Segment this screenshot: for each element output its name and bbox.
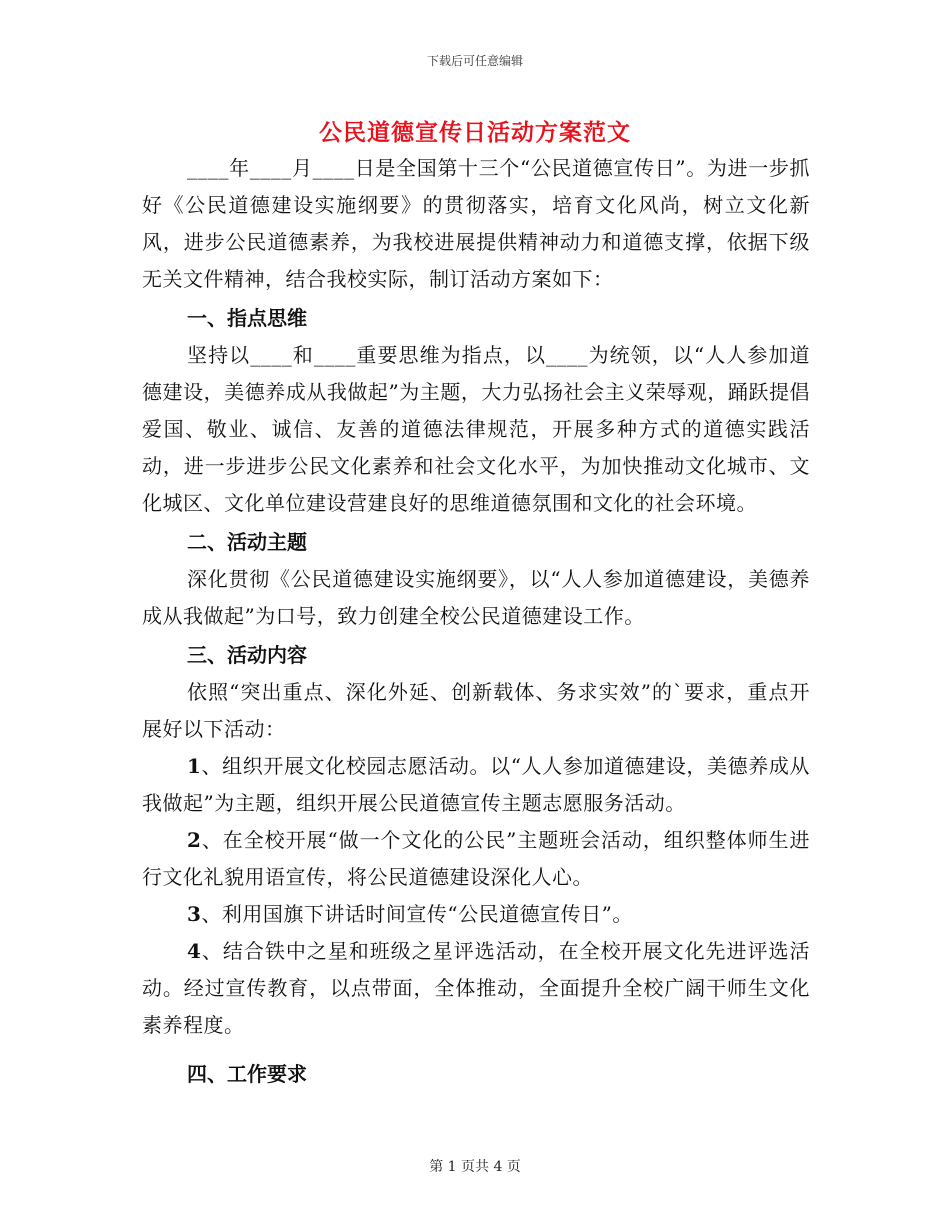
list-item <box>142 822 810 896</box>
list-item-text: 、利用国旗下讲话时间宣传“公民道德宣传日”。 <box>201 902 633 926</box>
section-paragraph: 依照“突出重点、深化外延、创新载体、务求实效”的`要求，重点开展好以下活动： <box>142 680 810 741</box>
intro-paragraph: ____年____月____日是全国第十三个“公民道德宣传日”。为进一步抓好《公民道德建设实施纲要》的贯彻落实，培育文化风尚，树立文化新风，进步公民道德素养，为我校进展提供精神动力和道德支撑，依据下级无关文件精神，结合我校实际，制订活动方案如下： <box>142 156 810 291</box>
list-item-text: 、在全校开展“做一个文化的公民”主题班会活动，组织整体师生进行文化礼貌用语宣传，将公民道德建设深化人心。 <box>142 828 810 889</box>
section-paragraph: 坚持以____和____重要思维为指点，以____为统领，以“人人参加道德建设，美德养成从我做起”为主题，大力弘扬社会主义荣辱观，踊跃提倡爱国、敬业、诚信、友善的道德法律规范，开展多种方式的道德实践活动，进一步进步公民文化素养和社会文化水平，为加快推动文化城市、文化城区、文化单位建设营建良好的思维道德氛围和文化的社会环境。 <box>142 343 810 515</box>
document-title: 公民道德宣传日活动方案范文 <box>319 119 631 146</box>
list-item-number: 3 <box>187 902 202 926</box>
list-item-text: 、组织开展文化校园志愿活动。以“人人参加道德建设，美德养成从我做起”为主题，组织开展公民道德宣传主题志愿服务活动。 <box>142 754 810 815</box>
page-footer: 第 1 页共 4 页 <box>429 1159 521 1175</box>
list-item-text: 、结合铁中之星和班级之星评选活动，在全校开展文化先进评选活动。经过宣传教育，以点带面，全体推动，全面提升全校广阔干师生文化素养程度。 <box>142 939 810 1037</box>
list-item-number: 2 <box>187 828 202 852</box>
section-heading-theme: 二、活动主题 <box>187 530 307 554</box>
list-item <box>142 896 810 933</box>
document-body <box>142 150 810 1093</box>
section-paragraph: 深化贯彻《公民道德建设实施纲要》，以“人人参加道德建设，美德养成从我做起”为口号，致力创建全校公民道德建设工作。 <box>142 567 810 628</box>
section-heading-content: 三、活动内容 <box>187 643 307 667</box>
page-header: 下载后可任意编辑 <box>426 54 523 68</box>
section-heading-guiding: 一、指点思维 <box>187 306 307 330</box>
list-item <box>142 933 810 1044</box>
list-item-number: 4 <box>187 939 202 963</box>
list-item <box>142 748 810 822</box>
list-item-number: 1 <box>187 754 202 778</box>
section-heading-requirements: 四、工作要求 <box>187 1062 307 1086</box>
